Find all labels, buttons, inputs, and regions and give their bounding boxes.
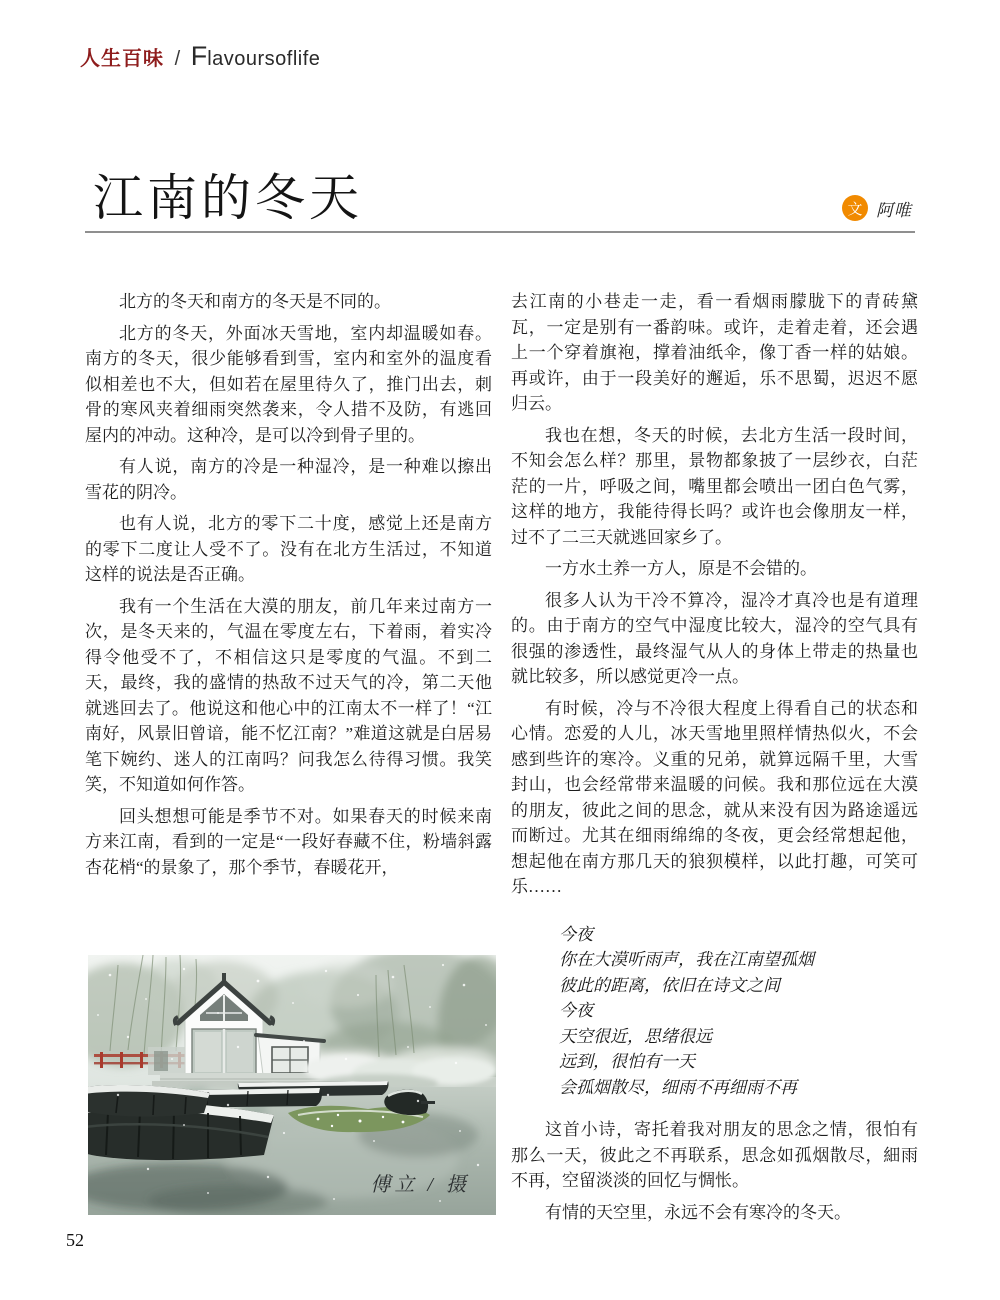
magazine-name-initial: F (190, 41, 208, 71)
poem-line: 远到，很怕有一天 (559, 1052, 695, 1071)
author-badge-icon: 文 (842, 195, 868, 221)
page-number: 52 (66, 1230, 84, 1250)
paragraph: 我也在想，冬天的时候，去北方生活一段时间，不知会怎么样？那里，景物都象披了一层纱衣，白茫茫的一片，呼吸之间，嘴里都会喷出一团白色气雾，这样的地方，我能待得长吗？或许也会像朋友一样，过不了二三天就逃回家乡了。 (511, 425, 918, 547)
paragraph: 一方水土养一方人，原是不会错的。 (545, 559, 817, 578)
paragraph: 我有一个生活在大漠的朋友，前几年来过南方一次，是冬天来的，气温在零度左右，下着雨，着实冷得令他受不了，不相信这只是零度的气温。不到二天，最终，我的盛情的热敌不过天气的冷，第二天他就逃回去了。他说这和他心中的江南太不一样了！“江南好，风景旧曾谙，能不忆江南？”难道这就是白居易笔下婉约、迷人的江南吗？问我怎么待得习惯。我笑笑，不知道如何作答。 (85, 596, 492, 794)
poem-line: 你在大漠听雨声，我在江南望孤烟 (559, 950, 814, 969)
magazine-name-rest: lavoursoflife (207, 48, 321, 70)
poem-line: 今夜 (559, 1001, 593, 1020)
paragraph: 北方的冬天和南方的冬天是不同的。 (119, 292, 391, 311)
poem-line: 彼此的距离，依旧在诗文之间 (559, 975, 780, 995)
poem-line: 今夜 (559, 924, 593, 944)
paragraph: 有时候，冷与不冷很大程度上得看自己的状态和心情。恋爱的人儿，冰天雪地里照样情热似火，不会感到些许的寒冷。义重的兄弟，就算远隔千里，大雪封山，也会经常带来温暖的问候。我和那位远在大漠的朋友，彼此之间的思念，就从来没有因为路途遥远而断过。尤其在细雨绵绵的冬夜，更会经常想起他，想起他在南方那几天的狼狈模样，以此打趣，可笑可乐…… (511, 698, 918, 896)
author-name: 阿唯 (876, 200, 912, 220)
poem-line: 会孤烟散尽，细雨不再细雨不再 (559, 1077, 797, 1097)
section-name: 人生百味 (80, 48, 164, 70)
paragraph: 回头想想可能是季节不对。如果春天的时候来南方来江南，看到的一定是“一段好春藏不住，粉墙斜露杏花梢“的景象了，那个季节，春暖花开， (85, 806, 492, 877)
paragraph: 有人说，南方的冷是一种湿冷，是一种难以擦出雪花的阴冷。 (85, 457, 492, 502)
article-title: 江南的冬天 (93, 170, 363, 226)
paragraph: 很多人认为干冷不算冷，湿冷才真冷也是有道理的。由于南方的空气中湿度比较大，湿冷的空气具有很强的渗透性，最终湿气从人的身体上带走的热量也就比较多，所以感觉更冷一点。 (511, 590, 918, 686)
poem-block (559, 922, 918, 1101)
paragraph: 北方的冬天，外面冰天雪地，室内却温暖如春。南方的冬天，很少能够看到雪，室内和室外的温度看似相差也不大，但如若在屋里待久了，推门出去，刺骨的寒风夹着细雨突然袭来，令人措不及防，有逃回屋内的冲动。这种冷，是可以冷到骨子里的。 (85, 323, 492, 445)
masthead (80, 41, 321, 71)
byline (842, 195, 912, 221)
section-divider: / (174, 48, 181, 70)
title-rule (85, 231, 915, 233)
paragraph: 这首小诗，寄托着我对朋友的思念之情，很怕有那么一天，彼此之不再联系，思念如孤烟散尽，細雨不再，空留淡淡的回忆与惆怅。 (511, 1120, 918, 1190)
paragraph-continuation: 去江南的小巷走一走，看一看烟雨朦胧下的青砖黛瓦，一定是别有一番韵味。或许，走着走着，还会遇上一个穿着旗袍，撑着油纸伞，像丁香一样的姑娘。再或许，由于一段美好的邂逅，乐不思蜀，迟迟不愿归云。 (511, 292, 918, 413)
photo-credit: 傅立 / 摄 (370, 1174, 470, 1196)
article-photo (88, 955, 496, 1215)
paragraph: 有情的天空里，永远不会有寒冷的冬天。 (545, 1202, 851, 1222)
poem-line: 天空很近，思绪很远 (559, 1026, 712, 1046)
paragraph: 也有人说，北方的零下二十度，感觉上还是南方的零下二度让人受不了。没有在北方生活过，不知道这样的说法是否正确。 (85, 514, 492, 584)
right-column (511, 289, 918, 1231)
